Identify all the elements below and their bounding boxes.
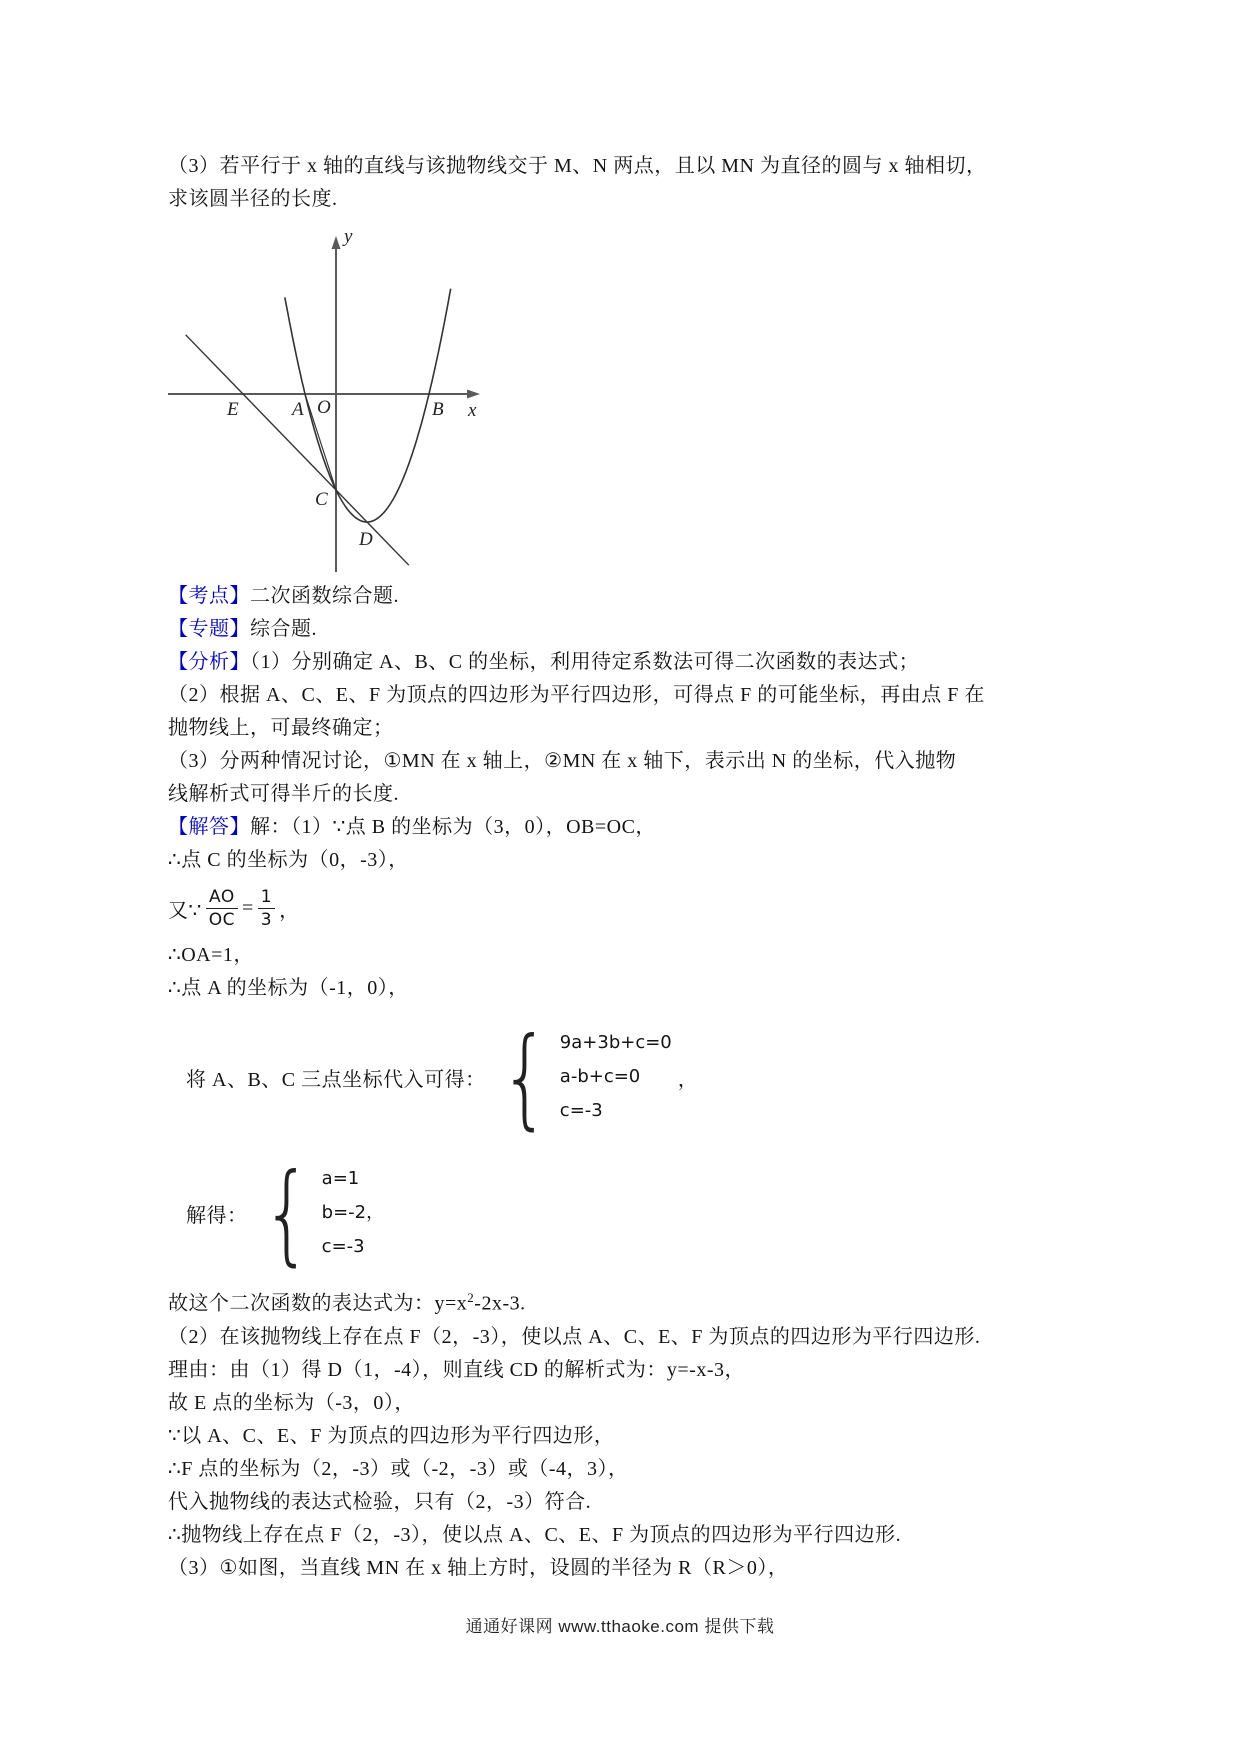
figure-ylabel: y [344, 226, 353, 247]
fenxi-text: （1）分别确定 A、B、C 的坐标，利用待定系数法可得二次函数的表达式； [250, 651, 920, 673]
fraction-prefix: 又∵ [168, 899, 202, 922]
left-brace: { [499, 1012, 550, 1142]
equation: 9a+3b+c=0 [559, 1032, 672, 1053]
line-ecd [186, 335, 409, 565]
figure-label-C: C [315, 489, 328, 510]
x-axis-arrow-icon [467, 390, 480, 399]
system1-suffix: ， [677, 1068, 698, 1091]
fenxi-line-5: 线解析式可得半斤的长度. [168, 783, 399, 805]
figure-label-D: D [359, 529, 373, 550]
part2-line-5: ∴F 点的坐标为（2，-3）或（-2，-3）或（-4，3）， [168, 1457, 629, 1480]
solution-line-c: ∴点 C 的坐标为（0，-3）， [168, 849, 409, 871]
solution-line-oa: ∴OA=1， [168, 944, 254, 966]
fraction-denominator: OC [208, 909, 235, 930]
part2-line-6: 代入抛物线的表达式检验，只有（2，-3）符合. [168, 1490, 592, 1513]
quadratic-expression-line [168, 1281, 1078, 1321]
solution-line-a: ∴点 A 的坐标为（-1，0）， [168, 977, 409, 999]
page-footer: 通通好课网 www.tthaoke.com 提供下载 [465, 1617, 775, 1636]
part2-line-1: （2）在该抛物线上存在点 F（2，-3），使以点 A、C、E、F 为顶点的四边形为平行四边形. [168, 1325, 981, 1348]
equation-system-1 [168, 1012, 1078, 1142]
left-brace: { [261, 1148, 312, 1278]
equation-system-2 [168, 1148, 1078, 1278]
part2-line-4: ∵以 A、C、E、F 为顶点的四边形为平行四边形， [168, 1424, 615, 1447]
kaodian-text: 二次函数综合题. [250, 585, 399, 607]
figure-label-A: A [292, 399, 304, 420]
jieda-label: 【解答】 [168, 816, 250, 838]
y-axis-arrow-icon [332, 236, 341, 249]
system2-equations [322, 1162, 384, 1264]
part2-line-3: 故 E 点的坐标为（-3，0）， [168, 1391, 415, 1414]
jieda-text: 解：（1）∵点 B 的坐标为（3，0），OB=OC， [250, 816, 656, 838]
section-kaodian [168, 580, 1078, 613]
equation: a=1 [321, 1168, 360, 1189]
fraction-equals: = [242, 896, 254, 919]
system2-prefix: 解得： [186, 1204, 248, 1227]
fraction-denominator: 3 [260, 909, 273, 930]
expression-prefix: 故这个二次函数的表达式为：y=x [168, 1292, 468, 1315]
kaodian-label: 【考点】 [168, 585, 250, 607]
fraction-ao-oc [206, 887, 238, 930]
equation: c=-3 [559, 1100, 603, 1121]
expression-exponent: 2 [467, 1290, 475, 1305]
equation: c=-3 [321, 1236, 365, 1257]
part3-line-1: （3）①如图，当直线 MN 在 x 轴上方时，设圆的半径为 R（R＞0）， [168, 1556, 789, 1579]
fraction-line [168, 877, 1078, 939]
problem-line-1: （3）若平行于 x 轴的直线与该抛物线交于 M、N 两点，且以 MN 为直径的圆与 x 轴相切， [168, 155, 987, 177]
zhuanti-text: 综合题. [250, 618, 317, 640]
section-jieda [168, 811, 1078, 844]
fenxi-line-3: 抛物线上，可最终确定； [168, 717, 394, 739]
section-fenxi [168, 646, 1078, 679]
fenxi-line-4: （3）分两种情况讨论，①MN 在 x 轴上，②MN 在 x 轴下，表示出 N 的坐标，代入抛物 [168, 750, 957, 772]
equation: a-b+c=0 [559, 1066, 641, 1087]
fenxi-label: 【分析】 [168, 651, 250, 673]
figure-svg [168, 222, 498, 580]
zhuanti-label: 【专题】 [168, 618, 250, 640]
part2-line-2: 理由：由（1）得 D（1，-4），则直线 CD 的解析式为：y=-x-3， [168, 1358, 745, 1381]
fraction-suffix: ， [279, 899, 300, 922]
system1-prefix: 将 A、B、C 三点坐标代入可得： [186, 1068, 486, 1091]
parabola-curve [285, 289, 451, 522]
fraction-one-third [258, 887, 275, 930]
expression-suffix: -2x-3. [474, 1292, 526, 1315]
figure-label-O: O [317, 397, 331, 418]
problem-line-2: 求该圆半径的长度. [168, 188, 338, 210]
fraction-numerator: AO [206, 887, 238, 909]
document-content [168, 150, 1078, 1585]
fraction-numerator: 1 [258, 887, 275, 909]
system1-equations [560, 1026, 672, 1128]
section-zhuanti [168, 613, 1078, 646]
equation: b=-2， [321, 1202, 385, 1223]
figure-label-E: E [227, 399, 239, 420]
figure-xlabel: x [468, 400, 477, 421]
part2-line-7: ∴抛物线上存在点 F（2，-3），使以点 A、C、E、F 为顶点的四边形为平行四边形. [168, 1523, 902, 1546]
fenxi-line-2: （2）根据 A、C、E、F 为顶点的四边形为平行四边形，可得点 F 的可能坐标，再由点 F 在 [168, 684, 985, 706]
parabola-figure [168, 222, 1078, 580]
figure-label-B: B [432, 399, 444, 420]
